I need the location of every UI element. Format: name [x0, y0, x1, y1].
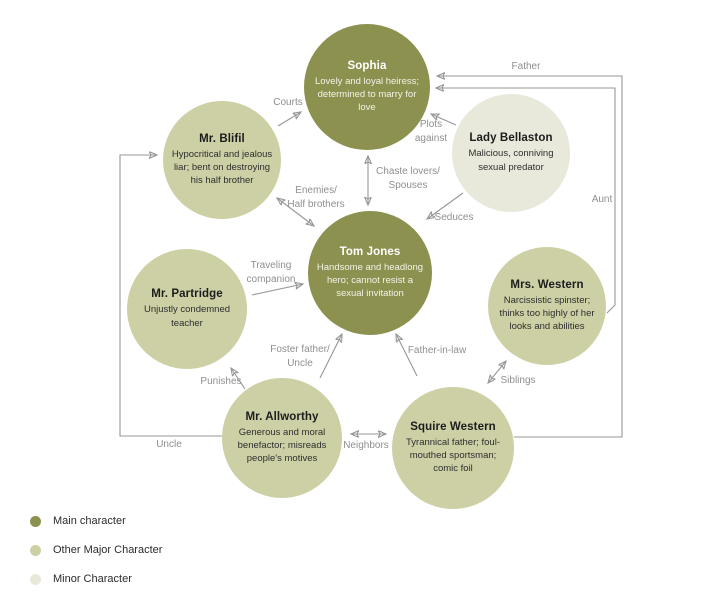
edge-label-seduces	[419, 211, 489, 225]
other-major-character-dot-icon	[30, 545, 41, 556]
edge-label-plots-against	[401, 118, 461, 146]
node-tom-jones-description: Handsome and headlong hero; cannot resist a sexual invitation	[316, 261, 424, 300]
legend-item-main-character	[30, 515, 162, 527]
connector-courts	[278, 112, 301, 126]
edge-label-text: Father	[511, 61, 541, 72]
node-sophia-name: Sophia	[347, 59, 387, 72]
node-mr-allworthy	[222, 378, 342, 498]
node-lady-bellaston-name: Lady Bellaston	[469, 132, 553, 145]
node-mr-partridge	[127, 249, 247, 369]
edge-label-punishes	[191, 375, 251, 389]
edge-label-uncle	[144, 438, 194, 452]
node-mr-blifil-name: Mr. Blifil	[199, 132, 245, 145]
edge-label-text: Seduces	[434, 212, 474, 223]
node-mrs-western-name: Mrs. Western	[510, 278, 584, 291]
edge-label-enemies	[272, 184, 360, 212]
edge-label-text: Courts	[273, 97, 303, 108]
edge-label-traveling-companion	[231, 259, 311, 287]
node-lady-bellaston	[452, 94, 570, 212]
edge-label-text: Spouses	[388, 180, 428, 191]
edge-label-text: against	[414, 133, 448, 144]
node-lady-bellaston-description: Malicious, conniving sexual predator	[468, 148, 554, 173]
edge-label-chaste-lovers	[371, 165, 445, 193]
edge-label-text: companion	[246, 274, 296, 285]
edge-label-text: Siblings	[500, 375, 536, 386]
main-character-dot-icon	[30, 516, 41, 527]
node-tom-jones	[308, 211, 432, 335]
node-mr-partridge-description: Unjustly condemned teacher	[143, 304, 231, 329]
edge-label-neighbors	[334, 439, 398, 453]
edge-label-text: Uncle	[287, 358, 313, 369]
edge-label-text: Enemies/	[295, 185, 337, 196]
node-squire-western	[392, 387, 514, 509]
legend-label: Other Major Character	[53, 544, 163, 556]
edge-label-father	[496, 60, 556, 74]
legend-label: Minor Character	[53, 573, 132, 585]
edge-label-text: Traveling	[250, 260, 292, 271]
node-mr-blifil	[163, 101, 281, 219]
edge-label-text: Father-in-law	[407, 345, 467, 356]
edge-label-text: Aunt	[591, 194, 613, 205]
edge-label-courts	[258, 96, 318, 110]
edge-label-text: Half brothers	[287, 199, 345, 210]
legend-item-other-major-character	[30, 544, 162, 556]
edge-label-text: Foster father/	[270, 344, 330, 355]
edge-label-text: Punishes	[200, 376, 242, 387]
node-mr-allworthy-name: Mr. Allworthy	[245, 410, 319, 423]
node-squire-western-description: Tyrannical father; foul-mouthed sportsman; comic foil	[406, 436, 500, 475]
edge-label-father-in-law	[395, 344, 479, 358]
edge-label-siblings	[492, 374, 544, 388]
edge-label-text: Uncle	[156, 439, 182, 450]
legend-item-minor-character	[30, 573, 162, 585]
minor-character-dot-icon	[30, 574, 41, 585]
edge-label-aunt	[577, 193, 627, 207]
node-tom-jones-name: Tom Jones	[339, 245, 401, 258]
edge-label-text: Neighbors	[343, 440, 389, 451]
node-mrs-western	[488, 247, 606, 365]
edge-label-foster-father	[258, 343, 342, 371]
node-sophia-description: Lovely and loyal heiress; determined to marry for love	[314, 75, 420, 114]
node-mr-blifil-description: Hypocritical and jealous liar; bent on destroying his half brother	[171, 148, 273, 187]
node-mr-partridge-name: Mr. Partridge	[151, 288, 223, 301]
edge-label-text: Chaste lovers/	[376, 166, 440, 177]
node-mr-allworthy-description: Generous and moral benefactor; misreads people's motives	[237, 426, 327, 465]
legend	[30, 515, 162, 602]
node-mrs-western-description: Narcissistic spinster; thinks too highly of her looks and abilities	[499, 294, 595, 333]
node-squire-western-name: Squire Western	[410, 420, 496, 433]
legend-label: Main character	[53, 515, 126, 527]
edge-label-text: Plots	[419, 119, 443, 130]
